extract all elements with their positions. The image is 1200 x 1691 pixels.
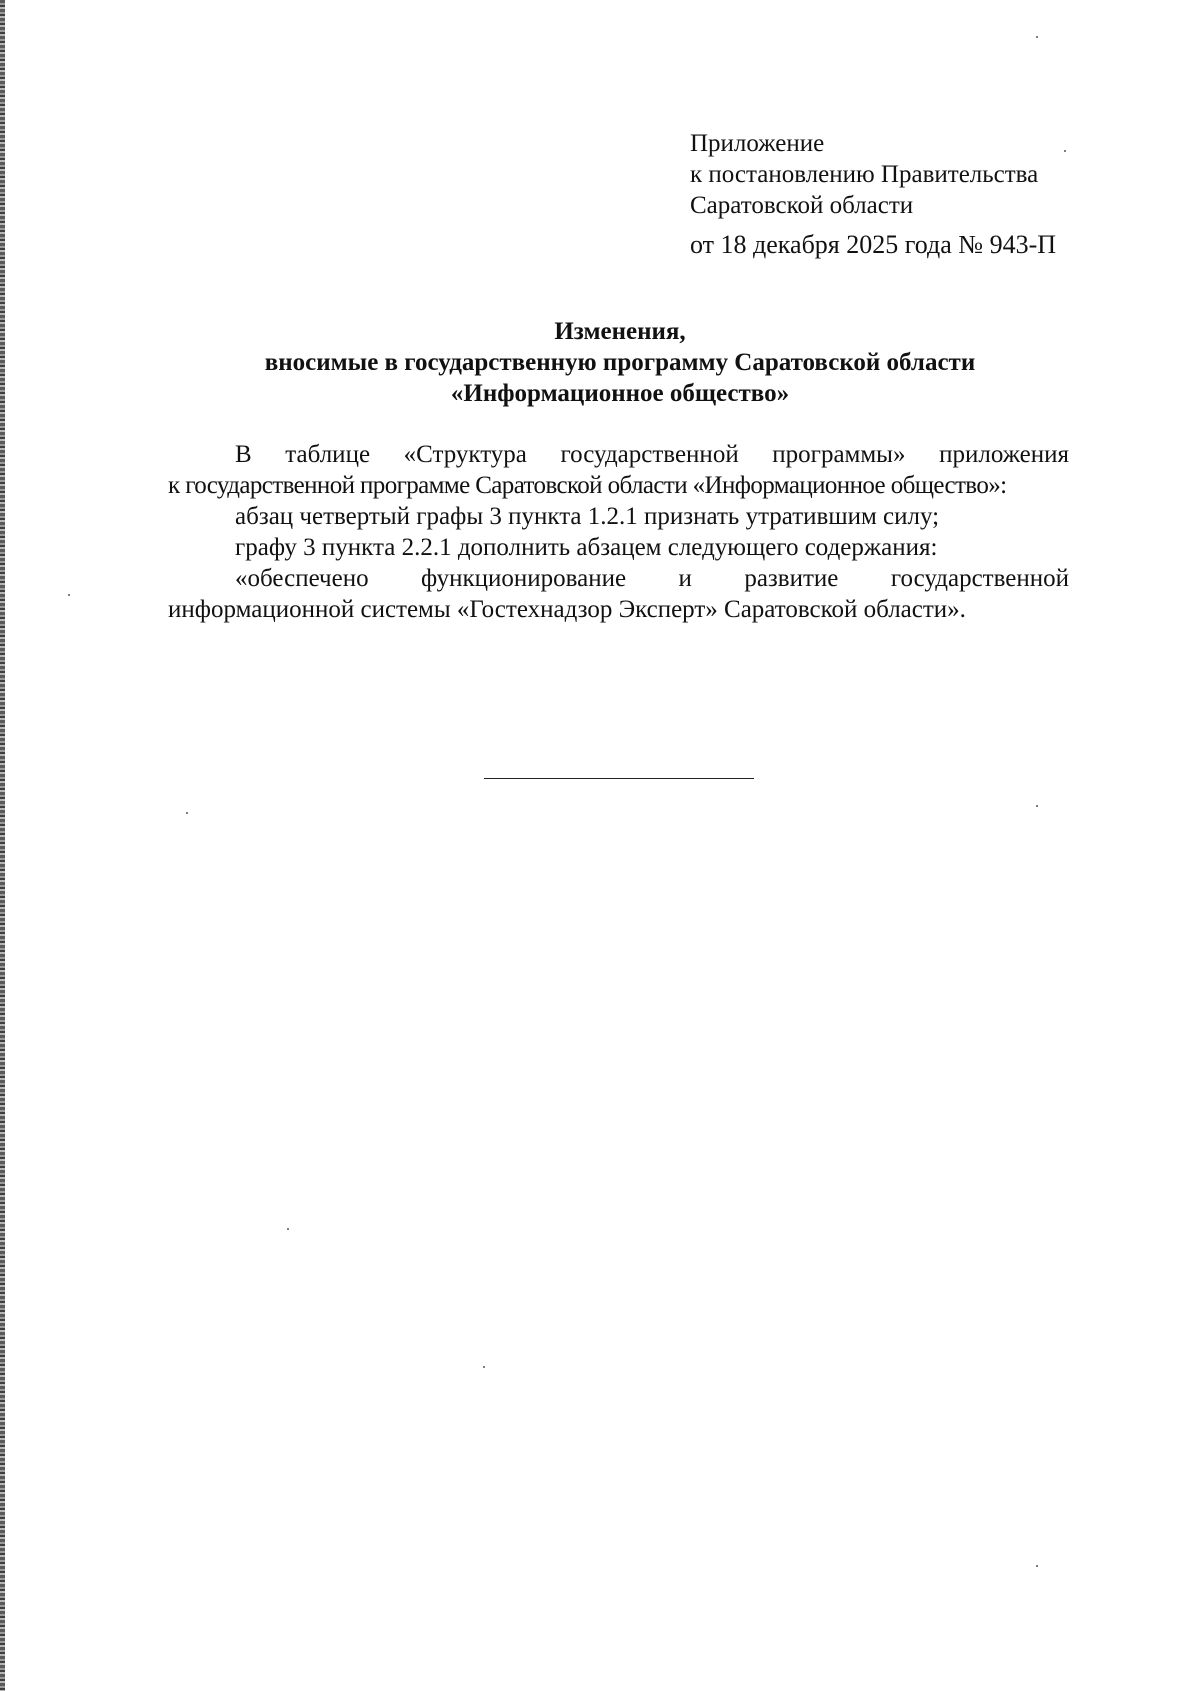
paragraph-4-line-2: информационной системы «Гостехнадзор Эксперт» Саратовской области». [168,596,966,623]
heading-title: Изменения, [554,318,686,345]
closing-separator-line [484,778,754,779]
scan-edge [0,0,5,1691]
attachment-block [690,128,1056,260]
scan-speck [483,1366,485,1368]
scan-speck [287,1228,289,1230]
heading-program-name: «Информационное общество» [450,380,790,407]
scan-speck [1036,36,1038,38]
document-body [168,439,1069,625]
scan-speck [68,594,70,596]
attachment-resolution-line: к постановлению Правительства [690,161,1039,188]
document-heading [170,316,1070,409]
paragraph-1-line-1: В таблице «Структура государственной программы» приложения [235,441,1069,468]
attachment-region-line: Саратовской области [690,192,914,219]
paragraph-2: абзац четвертый графы 3 пункта 1.2.1 признать утратившим силу; [235,503,940,530]
heading-subtitle: вносимые в государственную программу Саратовской области [264,349,976,376]
paragraph-3: графу 3 пункта 2.2.1 дополнить абзацем следующего содержания: [235,534,938,561]
paragraph-1-line-2: к государственной программе Саратовской области «Информационное общество»: [168,472,1007,499]
attachment-title: Приложение [690,130,825,157]
scan-speck [1064,150,1066,152]
scan-speck [1036,1565,1038,1567]
attachment-date-number: от 18 декабря 2025 года № 943-П [690,230,1057,259]
scan-speck [1036,805,1038,807]
paragraph-4-line-1: «обеспечено функционирование и развитие государственной [235,565,1069,592]
scan-speck [186,812,188,814]
